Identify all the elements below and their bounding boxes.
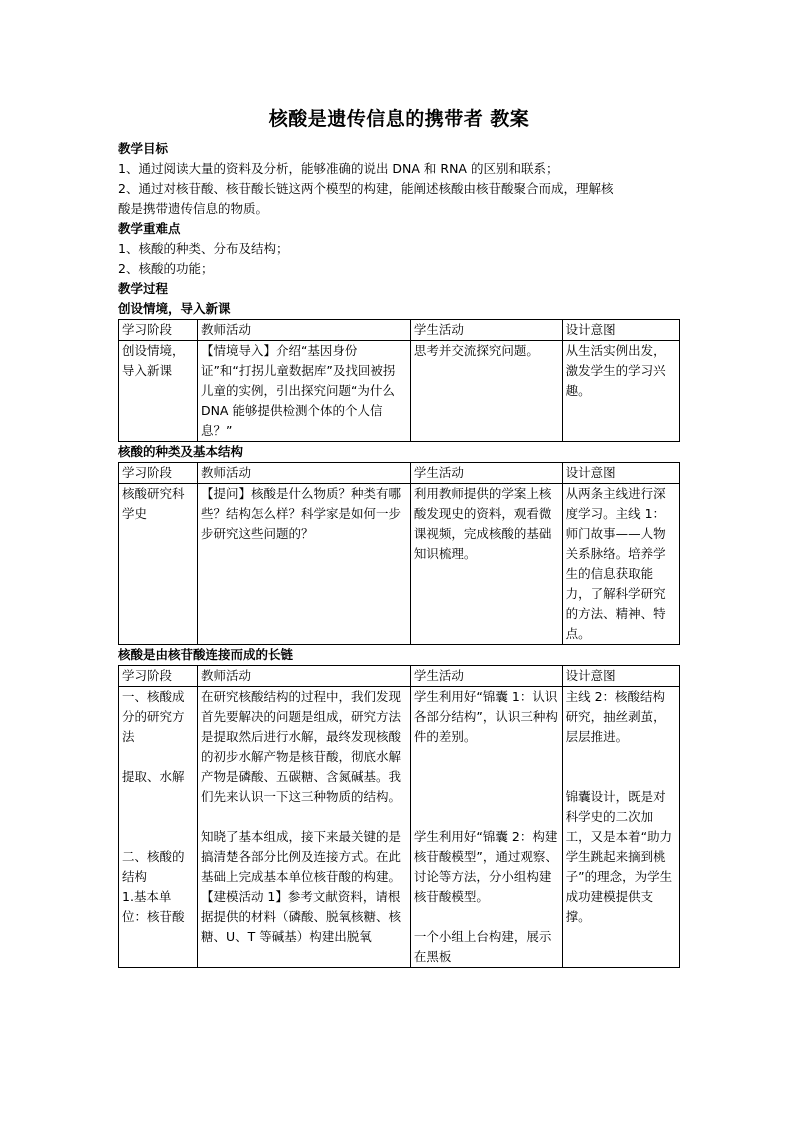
table-header-row bbox=[119, 463, 680, 484]
design-intent-cell: 从两条主线进行深度学习。主线 1：师门故事——人物关系脉络。培养学生的信息获取能力，了解科学研究的方法、精神、特点。 bbox=[562, 484, 679, 645]
header-teacher: 教师活动 bbox=[197, 320, 410, 341]
spacer bbox=[414, 907, 559, 927]
goal-item-2-line-2: 酸是携带遗传信息的物质。 bbox=[118, 201, 269, 216]
section-1-table bbox=[118, 319, 680, 442]
student-activity-cell bbox=[410, 687, 562, 968]
intent-text-2: 锦囊设计，既是对科学史的二次加工，又是本着“助力学生跳起来摘到桃子”的理念，为学生成功建模提供支撑。 bbox=[565, 789, 673, 924]
key-point-2: 2、核酸的功能； bbox=[118, 261, 214, 276]
header-intent: 设计意图 bbox=[562, 666, 679, 687]
teacher-text-3: 【建模活动 1】参考文献资料，请根据提供的材料（磷酸、脱氧核糖、核糖、U、T 等碱基）构建出脱氧 bbox=[200, 889, 401, 944]
process-heading: 教学过程 bbox=[118, 281, 169, 296]
stage-cell: 创设情境，导入新课 bbox=[119, 341, 198, 442]
table-row bbox=[119, 687, 680, 968]
design-intent-cell: 从生活实例出发，激发学生的学习兴趣。 bbox=[562, 341, 679, 442]
header-teacher: 教师活动 bbox=[197, 463, 410, 484]
section-1-heading: 创设情境，导入新课 bbox=[118, 301, 231, 316]
header-stage: 学习阶段 bbox=[119, 320, 198, 341]
section-3-table bbox=[118, 665, 680, 968]
spacer bbox=[414, 747, 559, 807]
key-points-heading: 教学重难点 bbox=[118, 221, 181, 236]
header-student: 学生活动 bbox=[410, 320, 562, 341]
header-intent: 设计意图 bbox=[562, 463, 679, 484]
goal-item-1: 1、通过阅读大量的资料及分析，能够准确的说出 DNA 和 RNA 的区别和联系； bbox=[118, 161, 559, 176]
section-2-table bbox=[118, 462, 680, 645]
teacher-activity-cell bbox=[197, 687, 410, 968]
spacer bbox=[122, 787, 194, 847]
document-title: 核酸是遗传信息的携带者 教案 bbox=[268, 108, 530, 130]
stage-text-2: 提取、水解 bbox=[122, 769, 185, 784]
student-text-3: 一个小组上台构建，展示在黑板 bbox=[413, 929, 552, 964]
header-student: 学生活动 bbox=[410, 666, 562, 687]
spacer bbox=[414, 807, 559, 827]
goal-item-2-line-1: 2、通过对核苷酸、核苷酸长链这两个模型的构建，能阐述核酸由核苷酸聚合而成，理解核 bbox=[118, 181, 614, 196]
stage-text-4: 1.基本单位：核苷酸 bbox=[122, 889, 185, 924]
spacer bbox=[566, 747, 676, 787]
goals-heading: 教学目标 bbox=[118, 141, 169, 156]
teacher-activity-cell: 【情境导入】介绍“基因身份证”和“打拐儿童数据库”及找回被拐儿童的实例，引出探究问题“为什么 DNA 能够提供检测个体的个人信息？” bbox=[197, 341, 410, 442]
student-text-2: 学生利用好“锦囊 2：构建核苷酸模型”，通过观察、讨论等方法，分小组构建核苷酸模型。 bbox=[413, 829, 558, 904]
spacer bbox=[201, 807, 407, 827]
design-intent-cell bbox=[562, 687, 679, 968]
stage-cell bbox=[119, 687, 198, 968]
student-text-1: 学生利用好“锦囊 1：认识各部分结构”，认识三种构件的差别。 bbox=[413, 689, 558, 744]
header-stage: 学习阶段 bbox=[119, 666, 198, 687]
student-activity-cell: 思考并交流探究问题。 bbox=[410, 341, 562, 442]
spacer bbox=[122, 747, 194, 767]
teacher-text-1: 在研究核酸结构的过程中，我们发现首先要解决的问题是组成，研究方法是提取然后进行水解，最终发现核酸的初步水解产物是核苷酸，彻底水解产物是磷酸、五碳糖、含氮碱基。我们先来认识一下这三种物质的结构。 bbox=[200, 689, 401, 804]
header-student: 学生活动 bbox=[410, 463, 562, 484]
key-point-1: 1、核酸的种类、分布及结构； bbox=[118, 241, 289, 256]
header-intent: 设计意图 bbox=[562, 320, 679, 341]
intent-text-1: 主线 2：核酸结构研究，抽丝剥茧，层层推进。 bbox=[565, 689, 666, 744]
table-row bbox=[119, 484, 680, 645]
stage-text-1: 一、核酸成分的研究方法 bbox=[122, 689, 185, 744]
teacher-activity-cell: 【提问】核酸是什么物质？种类有哪些？结构怎么样？科学家是如何一步步研究这些问题的？ bbox=[197, 484, 410, 645]
table-header-row bbox=[119, 320, 680, 341]
section-2-heading: 核酸的种类及基本结构 bbox=[118, 444, 244, 459]
header-teacher: 教师活动 bbox=[197, 666, 410, 687]
table-header-row bbox=[119, 666, 680, 687]
table-row bbox=[119, 341, 680, 442]
teacher-text-2: 知晓了基本组成，接下来最关键的是搞清楚各部分比例及连接方式。在此基础上完成基本单位核苷酸的构建。 bbox=[200, 829, 401, 884]
section-3-heading: 核酸是由核苷酸连接而成的长链 bbox=[118, 647, 294, 662]
document-page bbox=[118, 100, 680, 968]
student-activity-cell: 利用教师提供的学案上核酸发现史的资料，观看微课视频，完成核酸的基础知识梳理。 bbox=[410, 484, 562, 645]
header-stage: 学习阶段 bbox=[119, 463, 198, 484]
stage-cell: 核酸研究科学史 bbox=[119, 484, 198, 645]
stage-text-3: 二、核酸的结构 bbox=[122, 849, 185, 884]
